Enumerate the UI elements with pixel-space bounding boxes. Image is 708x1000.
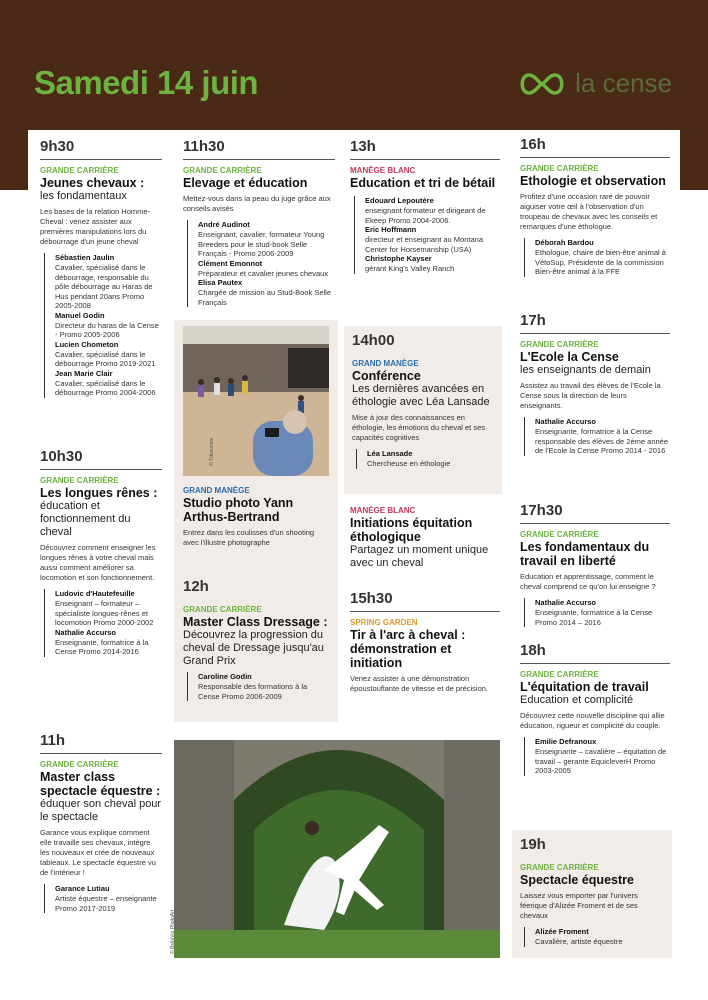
- session-time: 11h: [40, 732, 162, 754]
- session-time: 9h30: [40, 138, 162, 160]
- session-13h: [350, 138, 500, 274]
- photo-credit: © BellaVie PhotoArt: [170, 909, 176, 954]
- session-venue: GRANDE CARRIÈRE: [520, 164, 599, 173]
- speaker-role: enseignant formateur et dirigeant de Ekeep Promo 2004-2006.: [365, 206, 486, 225]
- speaker-name: Nathalie Accurso: [535, 417, 596, 426]
- speaker-name: Alizée Froment: [535, 927, 589, 936]
- session-subtitle: Partagez un moment unique avec un cheval: [350, 544, 489, 569]
- speaker-list: [356, 449, 494, 469]
- session-14h00: [344, 326, 502, 494]
- speaker-name: Edouard Lepoutère: [365, 196, 434, 205]
- speaker-role: Artiste équestre – enseignante Promo 2017-2019: [55, 894, 157, 913]
- session-desc: Découvrez cette nouvelle discipline qui allie éducation, rigueur et complicité du couple.: [520, 711, 665, 730]
- speaker-list: [44, 253, 162, 398]
- logo: [515, 68, 672, 99]
- session-desc: Profitez d'une occasion rare de pouvoir aiguiser votre œil à l'observation d'un troupeau de chevaux avec les conseils et remarques d'une éthologue.: [520, 192, 658, 231]
- session-venue: GRAND MANÈGE: [183, 486, 250, 495]
- session-9h30: [40, 138, 162, 398]
- session-subtitle: Les dernières avancées en éthologie avec Léa Lansade: [352, 383, 490, 408]
- session-subtitle: éduquer son cheval pour le spectacle: [40, 798, 162, 823]
- session-title: Ethologie et observation: [520, 174, 666, 188]
- speaker-name: Sébastien Jaulin: [55, 253, 115, 262]
- session-title: Spectacle équestre: [520, 873, 634, 887]
- session-11h30: [183, 138, 335, 307]
- speaker-list: [524, 737, 670, 776]
- session-subtitle: Education et complicité: [520, 694, 634, 706]
- session-desc: Mise à jour des connaissances en éthologie, les émotions du cheval et ses capacités cognitives: [352, 413, 485, 442]
- session-venue: GRANDE CARRIÈRE: [520, 863, 599, 872]
- session-time: 17h: [520, 312, 670, 334]
- speaker-name: Léa Lansade: [367, 449, 413, 458]
- speaker-role: directeur et enseignant au Montana Center for Horsemanship (USA): [365, 235, 483, 254]
- session-venue: GRAND MANÈGE: [352, 359, 419, 368]
- session-time: 14h00: [352, 332, 395, 349]
- session-title: Jeunes chevaux :: [40, 176, 145, 190]
- session-title: Initiations équitation éthologique: [350, 516, 473, 544]
- session-time: 16h: [520, 136, 670, 158]
- speaker-list: [44, 884, 162, 913]
- session-desc: Entrez dans les coulisses d'un shooting avec l'illustre photographe: [183, 528, 315, 547]
- session-title: Tir à l'arc à cheval : démonstration et initiation: [350, 628, 466, 670]
- session-desc: Mettez-vous dans la peau du juge grâce aux conseils avisés: [183, 194, 331, 213]
- speaker-role: Enseignant, cavalier, formateur Young Breeders pour le stud-book Selle Français - Promo 2006-2009: [198, 230, 325, 258]
- speaker-list: [524, 417, 670, 456]
- session-venue: GRANDE CARRIÈRE: [520, 530, 599, 539]
- speaker-role: Responsable des formations à la Cense Promo 2006-2009: [198, 682, 308, 701]
- infinity-icon: [515, 71, 569, 97]
- speaker-role: Enseignant – formateur – spécialiste longues-rênes et locomotion Promo 2000-2002: [55, 599, 154, 627]
- session-16h: [520, 136, 670, 277]
- speaker-name: Nathalie Accurso: [55, 627, 116, 637]
- session-18h: [520, 642, 670, 776]
- speaker-role: Cavalière, artiste équestre: [535, 937, 623, 946]
- session-subtitle: Découvrez la progression du cheval de Dressage jusqu'au Grand Prix: [183, 629, 324, 667]
- session-desc: Garance vous explique comment elle travaille ses chevaux, intègre les nouveaux et crée de nouveaux tableaux. Le spectacle équestre vu de l'intérieur !: [40, 828, 156, 877]
- speaker-name: Garance Lutiau: [55, 884, 110, 893]
- logo-text: la cense: [575, 68, 672, 98]
- session-desc: Les bases de la relation Homme-Cheval : venez assister aux premières manipulations lors du débourrage d'un jeune cheval: [40, 207, 151, 246]
- session-title: L'Ecole la Cense: [520, 350, 619, 364]
- speaker-role: Directeur du haras de la Cense - Promo 2005-2006: [55, 320, 159, 339]
- speaker-role: Cavalier, spécialisé dans le débourrage, responsable du pôle débourrage au Haras de Hus pendant 20ans Promo 2005-2008: [55, 263, 153, 310]
- session-title: Conférence: [352, 369, 421, 383]
- speaker-name: Christophe Kayser: [365, 254, 432, 263]
- speaker-name: Elisa Pautex: [198, 278, 243, 287]
- speaker-name: Nathalie Accurso: [535, 598, 596, 607]
- speaker-role: Enseignante – cavalière – équitation de travail – gerante EquicleverH Promo 2003-2005: [535, 747, 667, 775]
- session-time: 17h30: [520, 502, 670, 524]
- session-desc: Venez assister à une démonstration époustouflante de vitesse et de précision.: [350, 674, 489, 693]
- speaker-name: Lucien Chometon: [55, 339, 119, 349]
- session-time: 13h: [350, 138, 500, 160]
- session-title: Education et tri de bétail: [350, 176, 496, 190]
- session-venue: GRANDE CARRIÈRE: [520, 340, 599, 349]
- session-subtitle: éducation et fonctionnement du cheval: [40, 500, 131, 538]
- speaker-list: [354, 196, 500, 274]
- session-title: Studio photo Yann Arthus-Bertrand: [183, 496, 294, 524]
- speaker-name: Manuel Godin: [55, 310, 105, 320]
- speaker-role: Chercheuse en éthologie: [367, 459, 451, 468]
- session-desc: Découvrez comment enseigner les longues rênes à votre cheval mais aussi comment améliorer sa locomotion et son fonctionnement.: [40, 543, 156, 582]
- speaker-role: Cavalier, spécialisé dans le débourrage Promo 2004-2006: [55, 378, 156, 397]
- arena-photo-illustration: [183, 326, 329, 476]
- session-venue: GRANDE CARRIÈRE: [40, 476, 119, 485]
- speaker-name: Caroline Godin: [198, 672, 252, 681]
- horse-photo-illustration: [174, 740, 500, 958]
- session-venue: SPRING GARDEN: [350, 618, 418, 627]
- program-grid: [28, 130, 680, 992]
- speaker-name: Eric Hoffmann: [365, 225, 417, 234]
- session-venue: GRANDE CARRIÈRE: [40, 760, 119, 769]
- session-desc: Laissez vous emporter par l'univers féerique d'Alizée Froment et de ses chevaux: [520, 891, 638, 920]
- speaker-role: Chargée de mission au Stud-Book Selle Français: [198, 288, 331, 307]
- speaker-list: [187, 220, 335, 307]
- speaker-list: [524, 598, 670, 627]
- session-initiations: [350, 506, 500, 574]
- session-title: Les fondamentaux du travail en liberté: [520, 540, 650, 568]
- session-venue: GRANDE CARRIÈRE: [520, 670, 599, 679]
- speaker-role: Enseignante, formatrice à la Cense responsable des élèves de 2ème année de l'Ecole la Cense Promo 2014 - 2016: [535, 427, 669, 455]
- header: [28, 40, 680, 130]
- speaker-name: Clément Emonnot: [198, 258, 263, 268]
- session-venue: GRANDE CARRIÈRE: [183, 166, 262, 175]
- session-time: 15h30: [350, 590, 500, 612]
- speaker-list: [524, 927, 664, 947]
- session-subtitle: les enseignants de demain: [520, 364, 651, 376]
- speaker-name: André Audinot: [198, 220, 250, 229]
- speaker-list: [44, 589, 162, 657]
- session-17h: [520, 312, 670, 456]
- speaker-role: Ethologue, chaire de bien-être animal à VétoSup, Présidente de la commission Bien-être animal à la FFE: [535, 248, 666, 276]
- session-time: 10h30: [40, 448, 162, 470]
- arena-photo: [183, 326, 329, 476]
- session-time: 12h: [183, 578, 209, 595]
- session-12h: [174, 572, 338, 722]
- session-title: Elevage et éducation: [183, 176, 308, 190]
- speaker-list: [524, 238, 670, 277]
- session-title: Master class spectacle équestre :: [40, 770, 161, 798]
- horse-photo: [170, 740, 500, 958]
- speaker-name: Ludovic d'Hautefeuille: [55, 589, 135, 598]
- session-10h30: [40, 448, 162, 657]
- speaker-role: Préparateur et cavalier jeunes chevaux: [198, 268, 329, 278]
- speaker-role: Enseignante, formatrice à la Cense Promo 2014-2016: [55, 637, 149, 656]
- session-venue: MANÈGE BLANC: [350, 506, 416, 515]
- session-11h: [40, 732, 162, 913]
- session-19h: [512, 830, 672, 958]
- session-desc: Education et apprentissage, comment le cheval comprend ce qu'on lui enseigne ?: [520, 572, 656, 591]
- session-time: 19h: [520, 836, 546, 853]
- session-venue: GRANDE CARRIÈRE: [40, 166, 119, 175]
- speaker-role: Enseignante, formatrice à la Cense Promo 2014 – 2016: [535, 608, 653, 627]
- session-venue: GRANDE CARRIÈRE: [183, 605, 262, 614]
- session-title: Les longues rênes :: [40, 486, 158, 500]
- session-title: Master Class Dressage :: [183, 615, 328, 629]
- session-17h30: [520, 502, 670, 627]
- session-time: 11h30: [183, 138, 335, 160]
- photo-credit: © Tdeauvais: [209, 437, 215, 466]
- session-studio-photo: [174, 320, 338, 572]
- speaker-name: Jean Marie Clair: [55, 368, 113, 378]
- speaker-list: [187, 672, 329, 701]
- session-venue: MANÈGE BLANC: [350, 166, 416, 175]
- speaker-role: gérant King's Valley Ranch: [365, 264, 455, 273]
- session-15h30: [350, 590, 500, 700]
- session-title: L'équitation de travail: [520, 680, 649, 694]
- speaker-role: Cavalier, spécialisé dans le débourrage Promo 2019-2021: [55, 349, 156, 368]
- session-subtitle: les fondamentaux: [40, 190, 127, 202]
- page-title: Samedi 14 juin: [34, 64, 259, 101]
- speaker-name: Déborah Bardou: [535, 238, 594, 247]
- session-desc: Assistez au travail des élèves de l'Ecole la Cense sous la direction de leurs enseignants.: [520, 381, 661, 410]
- session-time: 18h: [520, 642, 670, 664]
- speaker-name: Emilie Defranoux: [535, 737, 597, 746]
